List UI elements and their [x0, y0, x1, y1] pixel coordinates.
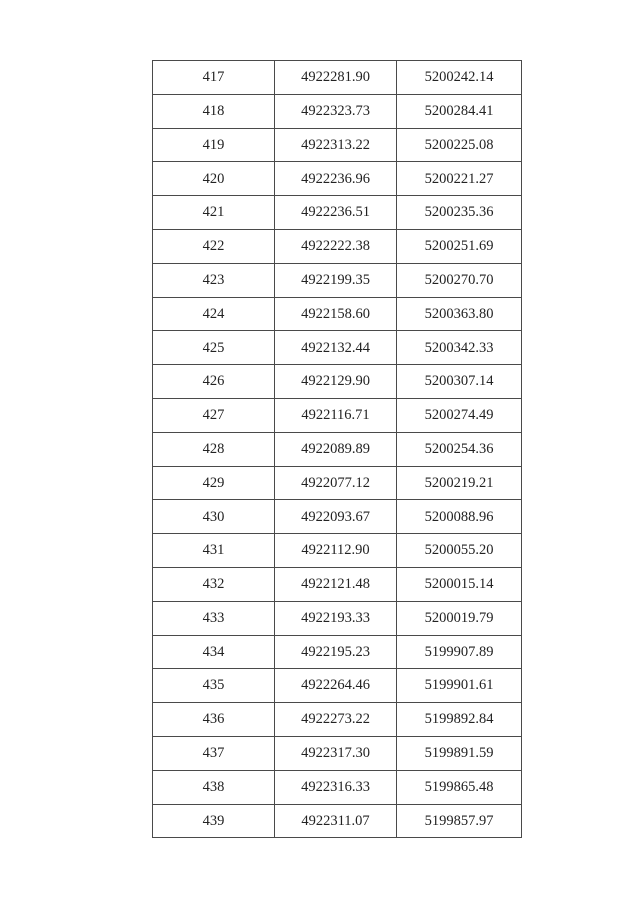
point-number-cell: 439: [153, 804, 275, 838]
table-row: [153, 61, 522, 95]
coordinate-table: [152, 60, 522, 838]
y-coordinate-cell: 5200221.27: [397, 162, 522, 196]
x-coordinate-cell: 4922264.46: [275, 669, 397, 703]
point-number-cell: 438: [153, 770, 275, 804]
y-coordinate-cell: 5200242.14: [397, 61, 522, 95]
y-coordinate-cell: 5199907.89: [397, 635, 522, 669]
y-coordinate-cell: 5200307.14: [397, 365, 522, 399]
point-number-cell: 432: [153, 567, 275, 601]
point-number-cell: 425: [153, 331, 275, 365]
point-number-cell: 436: [153, 703, 275, 737]
y-coordinate-cell: 5200088.96: [397, 500, 522, 534]
table-row: [153, 297, 522, 331]
table-row: [153, 162, 522, 196]
table-row: [153, 534, 522, 568]
table-row: [153, 804, 522, 838]
y-coordinate-cell: 5200274.49: [397, 398, 522, 432]
point-number-cell: 419: [153, 128, 275, 162]
x-coordinate-cell: 4922281.90: [275, 61, 397, 95]
table-row: [153, 432, 522, 466]
table-row: [153, 635, 522, 669]
table-row: [153, 567, 522, 601]
x-coordinate-cell: 4922158.60: [275, 297, 397, 331]
x-coordinate-cell: 4922195.23: [275, 635, 397, 669]
table-row: [153, 770, 522, 804]
point-number-cell: 435: [153, 669, 275, 703]
y-coordinate-cell: 5200225.08: [397, 128, 522, 162]
point-number-cell: 428: [153, 432, 275, 466]
point-number-cell: 426: [153, 365, 275, 399]
x-coordinate-cell: 4922199.35: [275, 263, 397, 297]
y-coordinate-cell: 5199901.61: [397, 669, 522, 703]
y-coordinate-cell: 5199891.59: [397, 736, 522, 770]
table-row: [153, 331, 522, 365]
y-coordinate-cell: 5200015.14: [397, 567, 522, 601]
x-coordinate-cell: 4922323.73: [275, 94, 397, 128]
point-number-cell: 424: [153, 297, 275, 331]
table-row: [153, 196, 522, 230]
x-coordinate-cell: 4922077.12: [275, 466, 397, 500]
x-coordinate-cell: 4922311.07: [275, 804, 397, 838]
point-number-cell: 430: [153, 500, 275, 534]
point-number-cell: 423: [153, 263, 275, 297]
point-number-cell: 422: [153, 229, 275, 263]
y-coordinate-cell: 5200019.79: [397, 601, 522, 635]
y-coordinate-cell: 5200235.36: [397, 196, 522, 230]
table-row: [153, 736, 522, 770]
table-row: [153, 500, 522, 534]
x-coordinate-cell: 4922236.51: [275, 196, 397, 230]
point-number-cell: 433: [153, 601, 275, 635]
table-row: [153, 398, 522, 432]
x-coordinate-cell: 4922313.22: [275, 128, 397, 162]
y-coordinate-cell: 5199857.97: [397, 804, 522, 838]
y-coordinate-cell: 5200254.36: [397, 432, 522, 466]
y-coordinate-cell: 5200251.69: [397, 229, 522, 263]
table-row: [153, 263, 522, 297]
y-coordinate-cell: 5200342.33: [397, 331, 522, 365]
x-coordinate-cell: 4922089.89: [275, 432, 397, 466]
y-coordinate-cell: 5200284.41: [397, 94, 522, 128]
point-number-cell: 434: [153, 635, 275, 669]
table-row: [153, 703, 522, 737]
x-coordinate-cell: 4922236.96: [275, 162, 397, 196]
point-number-cell: 427: [153, 398, 275, 432]
table-row: [153, 229, 522, 263]
x-coordinate-cell: 4922116.71: [275, 398, 397, 432]
x-coordinate-cell: 4922132.44: [275, 331, 397, 365]
point-number-cell: 420: [153, 162, 275, 196]
table-row: [153, 601, 522, 635]
table-row: [153, 365, 522, 399]
x-coordinate-cell: 4922129.90: [275, 365, 397, 399]
point-number-cell: 418: [153, 94, 275, 128]
coordinate-table-body: [153, 61, 522, 838]
y-coordinate-cell: 5200055.20: [397, 534, 522, 568]
x-coordinate-cell: 4922193.33: [275, 601, 397, 635]
y-coordinate-cell: 5199892.84: [397, 703, 522, 737]
x-coordinate-cell: 4922316.33: [275, 770, 397, 804]
x-coordinate-cell: 4922222.38: [275, 229, 397, 263]
x-coordinate-cell: 4922273.22: [275, 703, 397, 737]
table-row: [153, 128, 522, 162]
x-coordinate-cell: 4922093.67: [275, 500, 397, 534]
x-coordinate-cell: 4922317.30: [275, 736, 397, 770]
y-coordinate-cell: 5199865.48: [397, 770, 522, 804]
x-coordinate-cell: 4922112.90: [275, 534, 397, 568]
point-number-cell: 437: [153, 736, 275, 770]
point-number-cell: 429: [153, 466, 275, 500]
point-number-cell: 421: [153, 196, 275, 230]
x-coordinate-cell: 4922121.48: [275, 567, 397, 601]
y-coordinate-cell: 5200270.70: [397, 263, 522, 297]
table-row: [153, 466, 522, 500]
y-coordinate-cell: 5200219.21: [397, 466, 522, 500]
point-number-cell: 431: [153, 534, 275, 568]
point-number-cell: 417: [153, 61, 275, 95]
table-row: [153, 669, 522, 703]
y-coordinate-cell: 5200363.80: [397, 297, 522, 331]
table-row: [153, 94, 522, 128]
